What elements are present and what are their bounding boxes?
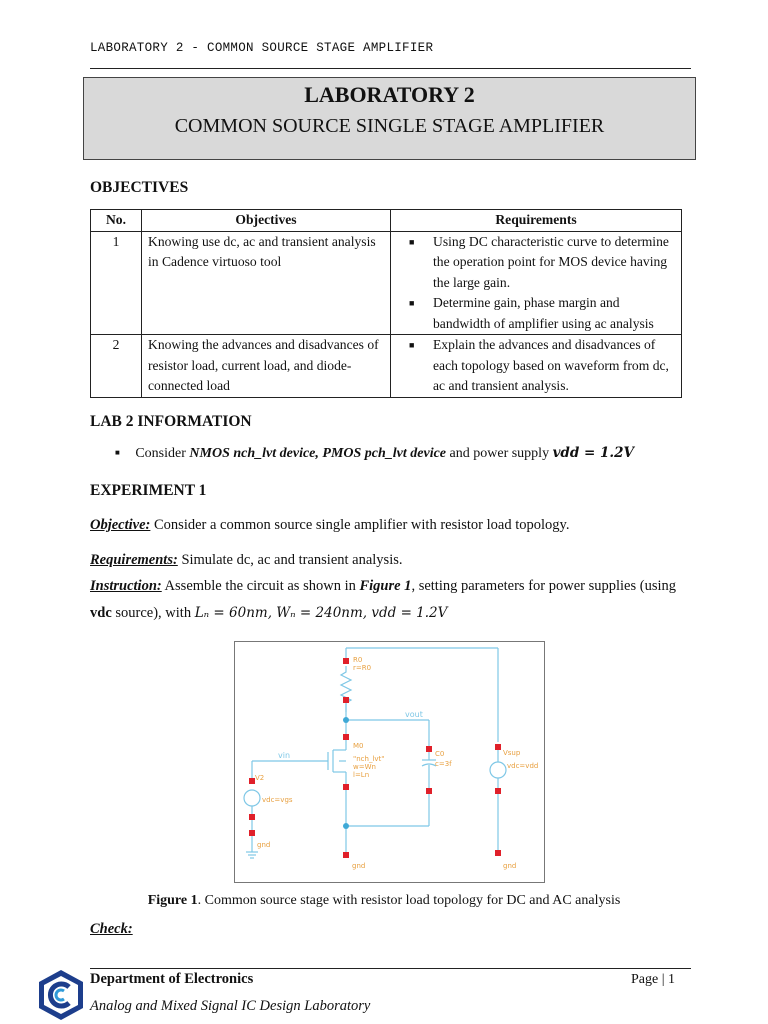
col-header-objectives: Objectives bbox=[142, 210, 391, 232]
vin-label: vin bbox=[278, 751, 291, 760]
gnd-label: gnd bbox=[257, 841, 271, 849]
requirement-item: ■ Using DC characteristic curve to determine the operation point for MOS device having the large gain. bbox=[409, 233, 669, 290]
footer-department: Department of Electronics bbox=[90, 971, 254, 987]
requirements-line: Requirements: Simulate dc, ac and transient analysis. bbox=[90, 552, 403, 568]
col-header-requirements: Requirements bbox=[391, 210, 682, 232]
table-row bbox=[91, 335, 682, 398]
objective-cell: Knowing use dc, ac and transient analysis in Cadence virtuoso tool bbox=[142, 231, 391, 335]
col-header-no: No. bbox=[91, 210, 142, 232]
m0-model: "nch_lvt" bbox=[353, 755, 385, 763]
lab-info-bullet: ■ Consider NMOS nch_lvt device, PMOS pch_lvt device and power supply vdd = 1.2V bbox=[115, 445, 634, 461]
footer-rule bbox=[90, 968, 691, 969]
gnd-label: gnd bbox=[352, 862, 366, 870]
bullet-icon: ■ bbox=[409, 340, 415, 350]
r0-name: R0 bbox=[353, 656, 363, 664]
lab-title: LABORATORY 2 bbox=[304, 82, 475, 107]
figure-caption: Figure 1. Common source stage with resistor load topology for DC and AC analysis bbox=[147, 893, 621, 908]
objectives-heading: OBJECTIVES bbox=[90, 179, 189, 196]
table-row bbox=[91, 231, 682, 335]
requirements-cell bbox=[391, 335, 682, 398]
lab-info-heading: LAB 2 INFORMATION bbox=[90, 413, 252, 430]
gnd-label: gnd bbox=[503, 862, 517, 870]
instruction-line: Instruction: Assemble the circuit as shown in Figure 1, setting parameters for power supplies (using bbox=[90, 578, 676, 594]
c0-name: C0 bbox=[435, 750, 445, 758]
requirement-item: ■ Determine gain, phase margin and bandwidth of amplifier using ac analysis bbox=[409, 295, 654, 331]
vsup-name: Vsup bbox=[503, 749, 521, 757]
row-number: 2 bbox=[91, 335, 142, 398]
bullet-icon: ■ bbox=[409, 298, 415, 308]
check-label: Check: bbox=[90, 921, 133, 937]
row-number: 1 bbox=[91, 231, 142, 335]
table-header-row bbox=[91, 210, 682, 232]
c0-value: c=3f bbox=[435, 760, 452, 768]
vsup-value: vdc=vdd bbox=[507, 762, 539, 770]
requirement-item: ■ Explain the advances and disadvances of each topology based on waveform from dc, ac and transient analysis. bbox=[409, 337, 669, 393]
requirements-cell bbox=[391, 231, 682, 335]
m0-l: l=Ln bbox=[353, 771, 370, 779]
r0-value: r=R0 bbox=[353, 664, 372, 672]
m0-w: w=Wn bbox=[353, 763, 376, 771]
bullet-icon: ■ bbox=[409, 236, 415, 247]
schematic-figure bbox=[234, 641, 545, 883]
title-box bbox=[83, 77, 696, 160]
running-header: LABORATORY 2 - COMMON SOURCE STAGE AMPLIFIER bbox=[90, 41, 434, 55]
m0-name: M0 bbox=[353, 742, 364, 750]
vout-label: vout bbox=[405, 710, 423, 719]
objective-line: Objective: Consider a common source single amplifier with resistor load topology. bbox=[90, 517, 570, 533]
objectives-table bbox=[90, 209, 682, 398]
experiment1-heading: EXPERIMENT 1 bbox=[90, 482, 207, 499]
v2-name: V2 bbox=[255, 774, 265, 782]
lab-subtitle: COMMON SOURCE SINGLE STAGE AMPLIFIER bbox=[174, 115, 605, 137]
header-rule bbox=[90, 68, 691, 69]
bullet-icon: ■ bbox=[115, 448, 120, 457]
objective-cell: Knowing the advances and disadvances of resistor load, current load, and diode-connected load bbox=[142, 335, 391, 398]
university-logo-icon bbox=[38, 969, 84, 1021]
v2-value: vdc=vgs bbox=[262, 796, 293, 804]
footer-page-number: Page | 1 bbox=[631, 972, 676, 987]
footer-lab-name: Analog and Mixed Signal IC Design Laboratory bbox=[90, 998, 371, 1014]
instruction-line-2: vdc source), with Lₙ = 60nm, Wₙ = 240nm, vdd = 1.2V bbox=[90, 605, 448, 621]
